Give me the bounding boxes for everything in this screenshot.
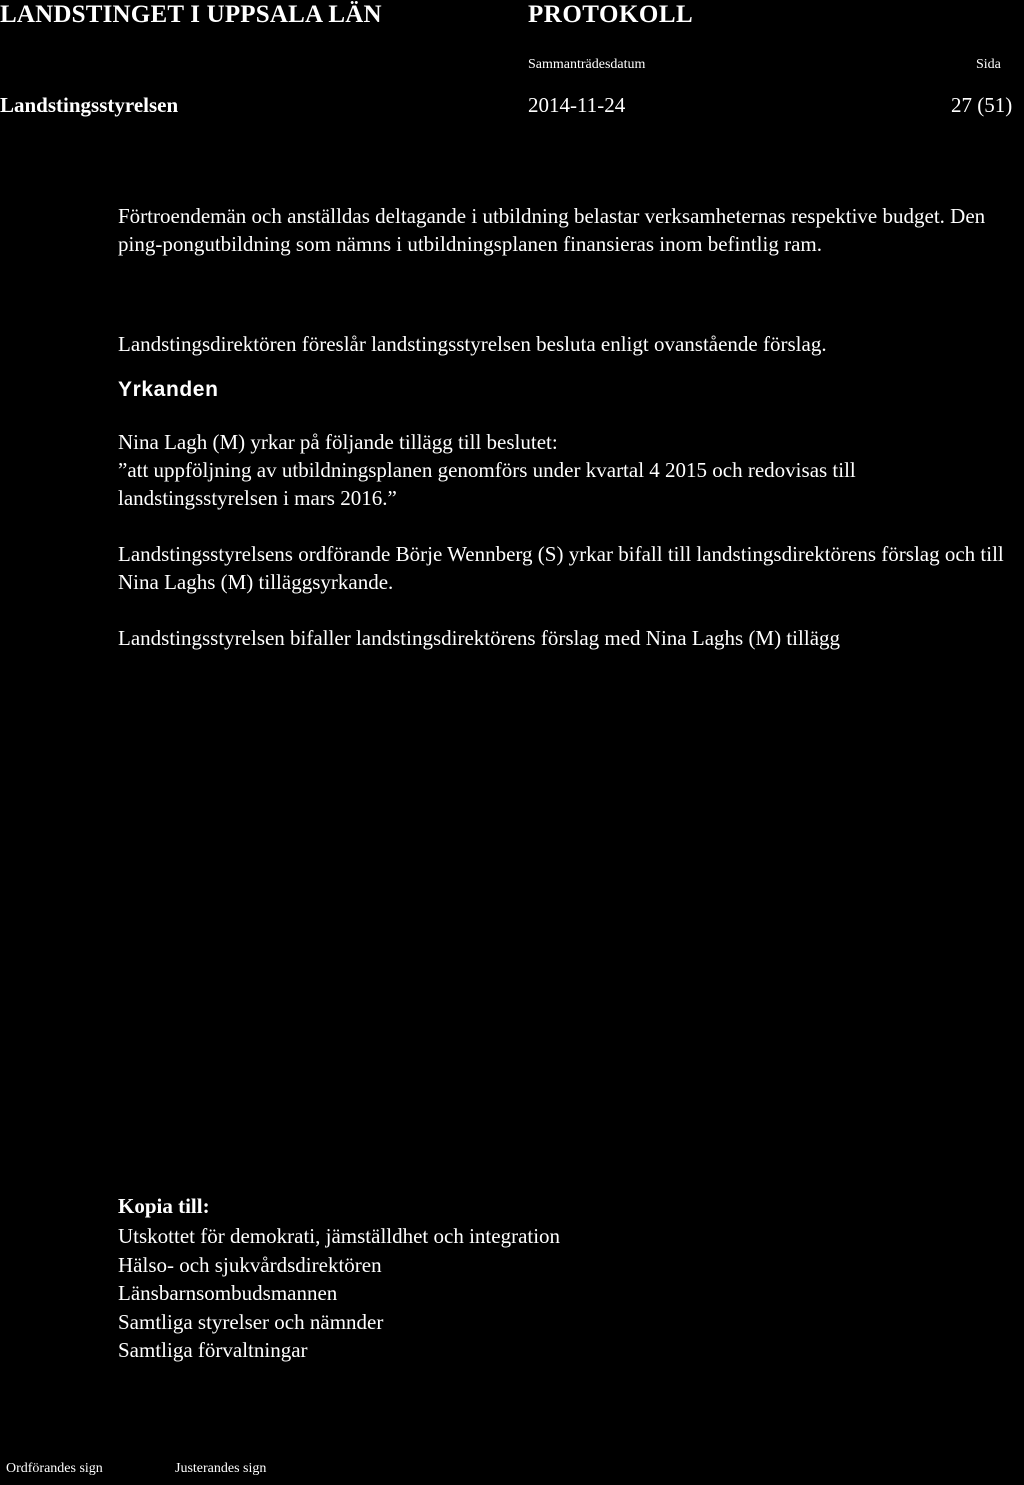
paragraph-decision: Landstingsstyrelsen bifaller landstingsdirektörens förslag med Nina Laghs (M) tillägg — [118, 626, 841, 650]
copy-recipient: Hälso- och sjukvårdsdirektören — [118, 1252, 382, 1277]
paragraph-motion — [118, 428, 1018, 512]
copy-recipient: Utskottet för demokrati, jämställdhet och integration — [118, 1224, 561, 1248]
paragraph-chair-motion: Landstingsstyrelsens ordförande Börje Wennberg (S) yrkar bifall till landstingsdirektörens förslag och till Nina Laghs (M) tilläggsyrkande. — [118, 542, 1004, 594]
organization-name: LANDSTINGET I UPPSALA LÄN — [0, 1, 382, 28]
motion-intro: Nina Lagh (M) yrkar på följande tillägg till beslutet: — [118, 430, 558, 454]
meeting-date: 2014-11-24 — [528, 93, 626, 117]
section-heading: Yrkanden — [118, 378, 219, 401]
copies-title: Kopia till: — [118, 1194, 210, 1218]
meeting-date-label: Sammanträdesdatum — [528, 57, 646, 72]
page-label: Sida — [976, 57, 1001, 72]
page-number: 27 (51) — [951, 93, 1013, 117]
copy-recipient: Samtliga förvaltningar — [118, 1338, 308, 1362]
adjuster-signature-label: Justerandes sign — [175, 1461, 267, 1476]
copy-recipient: Samtliga styrelser och nämnder — [118, 1309, 384, 1334]
paragraph-proposal: Landstingsdirektören föreslår landstingsstyrelsen besluta enligt ovanstående förslag. — [118, 332, 827, 356]
copy-recipient: Länsbarnsombudsmannen — [118, 1281, 338, 1305]
motion-quote: ”att uppföljning av utbildningsplanen genomförs under kvartal 4 2015 och redovisas till landstingsstyrelsen i mars 2016.” — [118, 458, 856, 510]
paragraph-funding: Förtroendemän och anställdas deltagande i utbildning belastar verksamheternas respektive budget. Den ping-pongutbildning som nämns i utbildningsplanen finansieras inom befintlig ram. — [118, 204, 986, 256]
committee-name: Landstingsstyrelsen — [0, 93, 179, 117]
document-type: PROTOKOLL — [528, 1, 694, 28]
chair-signature-label: Ordförandes sign — [6, 1461, 103, 1476]
copies-list — [118, 1222, 560, 1365]
